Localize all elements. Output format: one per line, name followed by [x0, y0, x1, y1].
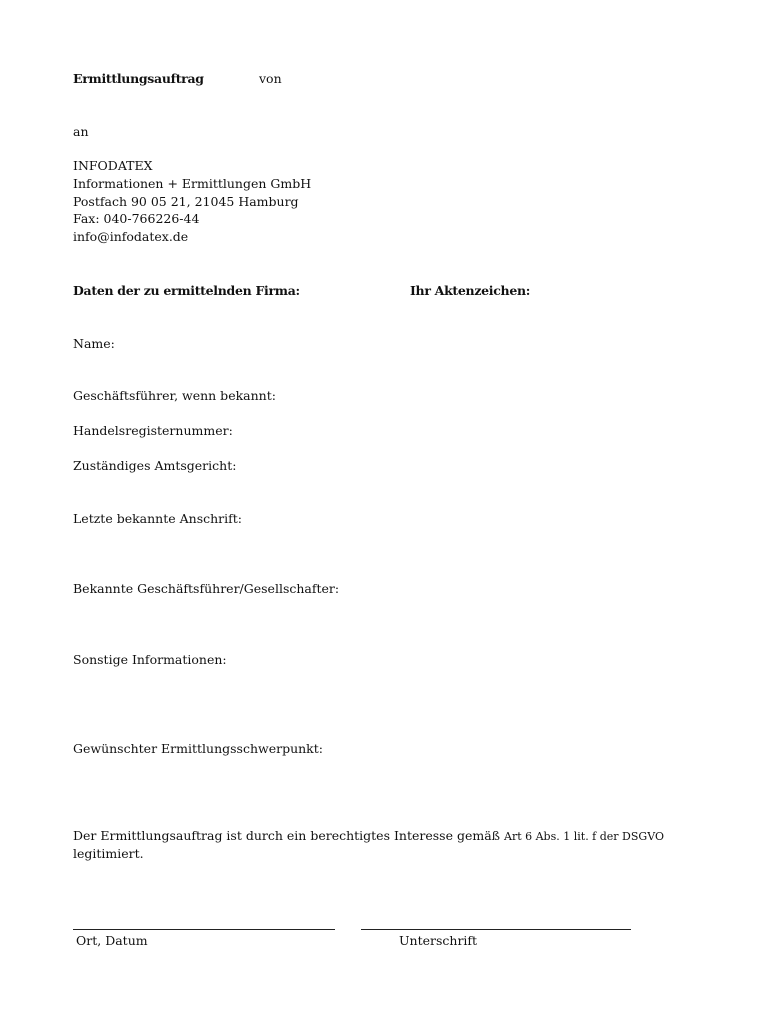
field-focus-label: Gewünschter Ermittlungsschwerpunkt:	[73, 741, 323, 756]
field-managing-director-label: Geschäftsführer, wenn bekannt:	[73, 388, 276, 403]
field-name-label: Name:	[73, 336, 115, 351]
recipient-name: INFODATEX	[73, 158, 153, 173]
place-date-line	[73, 929, 335, 930]
place-date-label: Ort, Datum	[76, 933, 148, 948]
recipient-postbox: Postfach 90 05 21, 21045 Hamburg	[73, 194, 299, 209]
legal-statement-main: Der Ermittlungsauftrag ist durch ein berechtigtes Interesse gemäß	[73, 828, 501, 843]
recipient-fax: Fax: 040-766226-44	[73, 211, 200, 226]
document-title: Ermittlungsauftrag	[73, 71, 204, 86]
field-known-managers-label: Bekannte Geschäftsführer/Gesellschafter:	[73, 581, 340, 596]
recipient-email: info@infodatex.de	[73, 229, 189, 244]
field-other-info-label: Sonstige Informationen:	[73, 652, 227, 667]
legal-statement	[73, 827, 664, 846]
field-last-address-label: Letzte bekannte Anschrift:	[73, 511, 243, 526]
signature-label: Unterschrift	[399, 933, 478, 948]
from-label: von	[259, 71, 282, 86]
field-court-label: Zuständiges Amtsgericht:	[73, 458, 237, 473]
reference-heading: Ihr Aktenzeichen:	[410, 283, 531, 298]
company-data-heading: Daten der zu ermittelnden Firma:	[73, 283, 300, 298]
legal-statement-reference: Art 6 Abs. 1 lit. f der DSGVO	[504, 830, 664, 843]
field-register-number-label: Handelsregisternummer:	[73, 423, 233, 438]
recipient-company: Informationen + Ermittlungen GmbH	[73, 176, 312, 191]
legal-statement-end: legitimiert.	[73, 846, 144, 861]
to-label: an	[73, 124, 89, 139]
signature-line	[361, 929, 631, 930]
